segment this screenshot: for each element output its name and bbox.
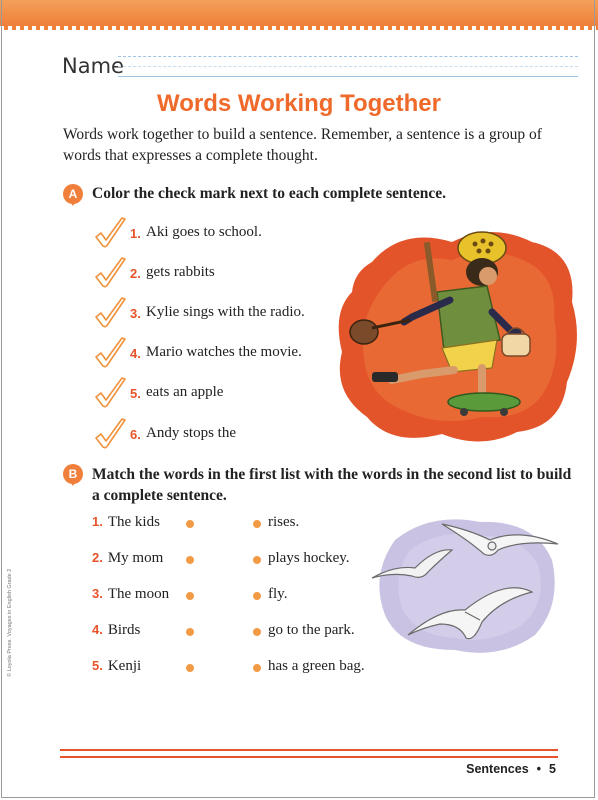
item-number: 3. [92,586,103,601]
seagulls-illustration [370,510,560,660]
match-left-item-4 [92,622,140,642]
item-number: 4. [92,622,103,637]
copyright-credit [4,540,16,680]
copyright-text: © Loyola Press. Voyages in English Grade 2 [7,568,13,677]
item-number: 2. [92,550,103,565]
item-text: eats an apple [146,384,224,400]
page-number: 5 [549,762,556,776]
item-text: Aki goes to school. [146,224,262,240]
check-mark-icon[interactable] [92,256,128,292]
skateboarder-illustration [332,222,584,450]
item-text: gets rabbits [146,264,215,280]
name-label: Name [62,54,124,78]
match-right-dot[interactable] [253,664,261,672]
footer-section-name: Sentences [466,762,529,776]
check-mark-icon[interactable] [92,376,128,412]
item-number: 5. [92,658,103,673]
footer-bullet: • [536,762,542,776]
section-a-badge: A [63,184,83,204]
item-text: The kids [107,514,160,530]
match-right-item-3: fly. [268,586,288,602]
footer-rule [60,749,558,758]
item-text: My mom [107,550,164,566]
item-text: Kenji [107,658,142,674]
match-left-item-1 [92,514,160,534]
match-left-item-2 [92,550,163,570]
item-text: The moon [107,586,170,602]
item-number: 6. [130,427,141,442]
match-right-item-5: has a green bag. [268,658,365,674]
match-left-dot[interactable] [186,556,194,564]
check-mark-icon[interactable] [92,417,128,453]
match-left-dot[interactable] [186,664,194,672]
check-mark-icon[interactable] [92,216,128,252]
match-right-dot[interactable] [253,556,261,564]
match-left-dot[interactable] [186,592,194,600]
name-writing-line-base [118,76,578,77]
match-right-item-4: go to the park. [268,622,355,638]
item-number: 5. [130,386,141,401]
match-right-dot[interactable] [253,592,261,600]
item-number: 2. [130,266,141,281]
item-text: Birds [107,622,141,638]
match-right-item-2: plays hockey. [268,550,350,566]
match-right-dot[interactable] [253,628,261,636]
intro-paragraph: Words work together to build a sentence. Remember, a sentence is a group of words that expresses a complete thought. [63,126,542,164]
section-b-instruction: Match the words in the first list with the words in the second list to build a complete sentence. [92,466,572,504]
match-left-item-5 [92,658,141,678]
name-writing-line-mid [118,66,578,67]
item-text: Kylie sings with the radio. [146,304,305,320]
check-mark-icon[interactable] [92,336,128,372]
match-right-dot[interactable] [253,520,261,528]
item-number: 1. [130,226,141,241]
page-footer [466,762,556,776]
match-left-dot[interactable] [186,628,194,636]
name-writing-line-top [118,56,578,57]
item-number: 3. [130,306,141,321]
item-text: Andy stops the [146,425,236,441]
item-number: 4. [130,346,141,361]
page-title: Words Working Together [156,90,441,117]
match-left-dot[interactable] [186,520,194,528]
section-a-instruction: Color the check mark next to each complete sentence. [92,185,446,202]
item-number: 1. [92,514,103,529]
section-b-badge: B [63,464,83,484]
match-right-item-1: rises. [268,514,300,530]
match-left-item-3 [92,586,169,606]
check-mark-icon[interactable] [92,296,128,332]
item-text: Mario watches the movie. [146,344,302,360]
